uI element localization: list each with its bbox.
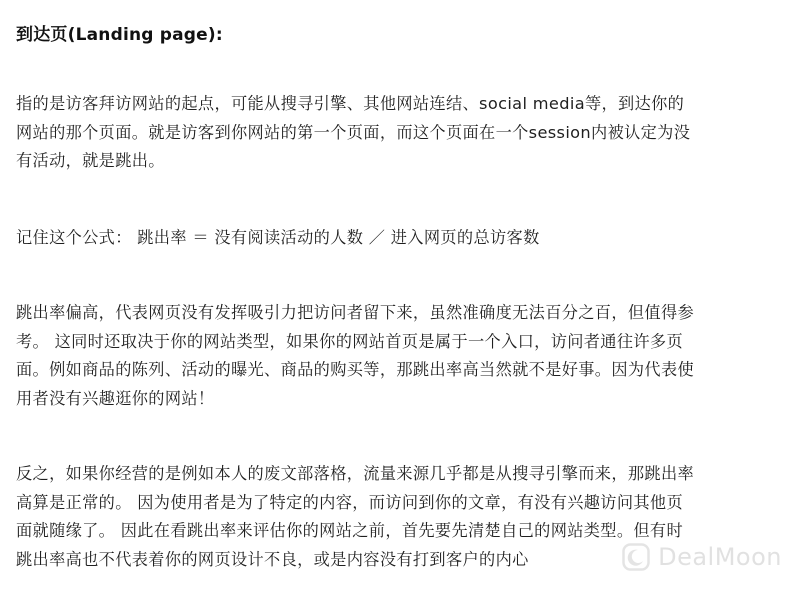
text-line: 高算是正常的。 因为使用者是为了特定的内容，而访问到你的文章，有没有兴趣访问其他页 [16,492,683,512]
dealmoon-watermark [622,543,782,571]
paragraph-formula [16,224,786,253]
page-heading: 到达页(Landing page): [16,25,223,45]
dealmoon-logo-icon [622,543,650,571]
paragraph-definition [16,90,786,176]
text-line: 用者没有兴趣逛你的网站！ [16,388,215,408]
text-line: 面。例如商品的陈列、活动的曝光、商品的购买等，那跳出率高当然就不是好事。因为代表使 [16,360,695,379]
text-line: 跳出率高也不代表着你的网页设计不良，或是内容没有打到客户的内心 [16,549,529,569]
text-line: 记住这个公式： 跳出率 ＝ 没有阅读活动的人数 ／ 进入网页的总访客数 [16,228,540,247]
text-line: 面就随缘了。 因此在看跳出率来评估你的网站之前，首先要先清楚自己的网站类型。但有时 [16,521,683,540]
text-line: 网站的那个页面。就是访客到你网站的第一个页面，而这个页面在一个session内被认定为没 [16,122,691,142]
text-line: 指的是访客拜访网站的起点，可能从搜寻引擎、其他网站连结、social media等，到达你的 [16,94,685,113]
watermark-text: DealMoon [658,543,782,571]
text-line: 跳出率偏高，代表网页没有发挥吸引力把访问者留下来，虽然准确度无法百分之百，但值得参 [16,303,695,322]
text-line: 有活动，就是跳出。 [16,151,165,170]
text-line: 考。 这同时还取决于你的网站类型，如果你的网站首页是属于一个入口，访问者通往许多页 [16,331,683,351]
text-line: 反之，如果你经营的是例如本人的废文部落格，流量来源几乎都是从搜寻引擎而来，那跳出率 [16,464,695,483]
paragraph-high-bounce [16,299,786,413]
